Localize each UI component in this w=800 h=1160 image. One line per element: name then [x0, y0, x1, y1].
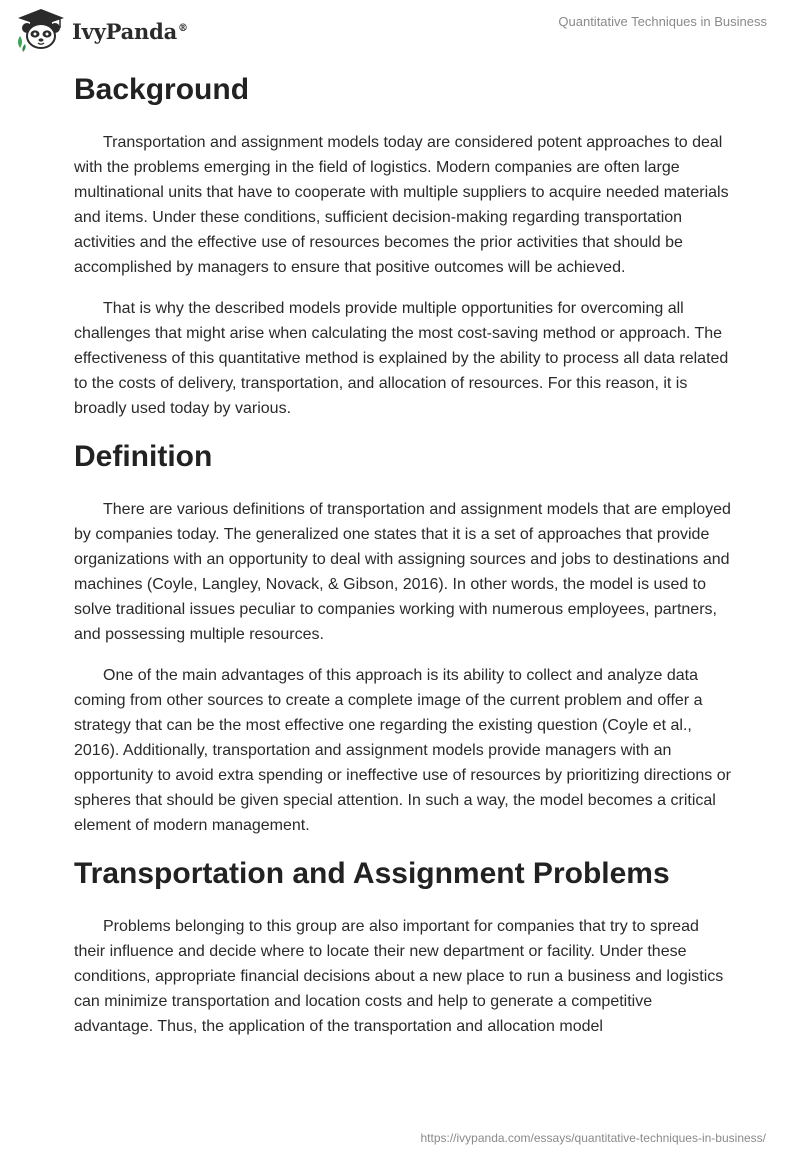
section-heading: Background	[74, 73, 250, 106]
section-transportation-assignment-problems	[74, 854, 734, 1039]
logo-wordmark: IvyPanda®	[72, 18, 188, 44]
paragraph: Transportation and assignment models today are considered potent approaches to deal with the problems emerging in the field of logistics. Modern companies are often large multinational units that have to cooperate with multiple suppliers to acquire needed materials and items. Under these conditions, sufficient decision-making regarding transportation activities and the effective use of resources becomes the prior activities that should be accomplished by managers to ensure that positive outcomes will be achieved.	[74, 134, 729, 276]
paragraph: There are various definitions of transportation and assignment models that are employed by companies today. The generalized one states that it is a set of approaches that provide organizations with an opportunity to deal with assigning sources and jobs to destinations and machines (Coyle, Langley, Novack, & Gibson, 2016). In other words, the model is used to solve traditional issues peculiar to companies working with numerous employees, partners, and possessing multiple resources.	[74, 501, 731, 643]
ivypanda-logo[interactable]	[14, 6, 188, 52]
paragraph: Problems belonging to this group are also important for companies that try to spread their influence and decide where to locate their new department or facility. Under these conditions, appropriate financial decisions about a new place to run a business and logistics can minimize transportation and location costs and help to generate a competitive advantage. Thus, the application of the transportation and allocation model	[74, 918, 724, 1035]
section-heading: Definition	[74, 440, 213, 473]
source-url[interactable]: https://ivypanda.com/essays/quantitative-techniques-in-business/	[420, 1131, 766, 1145]
paragraph: That is why the described models provide multiple opportunities for overcoming all challenges that might arise when calculating the most cost-saving method or approach. The effectiveness of this quantitative method is explained by the ability to process all data related to the costs of delivery, transportation, and allocation of resources. For this reason, it is broadly used today by various.	[74, 300, 729, 417]
section-heading: Transportation and Assignment Problems	[74, 857, 670, 890]
essay-content	[74, 70, 734, 1055]
section-definition	[74, 437, 734, 838]
paragraph: One of the main advantages of this approach is its ability to collect and analyze data coming from other sources to create a complete image of the current problem and offer a strategy that can be the most effective one regarding the existing question (Coyle et al., 2016). Additionally, transportation and assignment models provide managers with an opportunity to avoid extra spending or ineffective use of resources by prioritizing directions or spheres that should be given special attention. In such a way, the model becomes a critical element of modern management.	[74, 667, 731, 834]
document-title: Quantitative Techniques in Business	[558, 14, 767, 29]
section-background	[74, 70, 734, 421]
panda-graduate-icon	[14, 6, 68, 52]
page-header	[0, 0, 800, 60]
